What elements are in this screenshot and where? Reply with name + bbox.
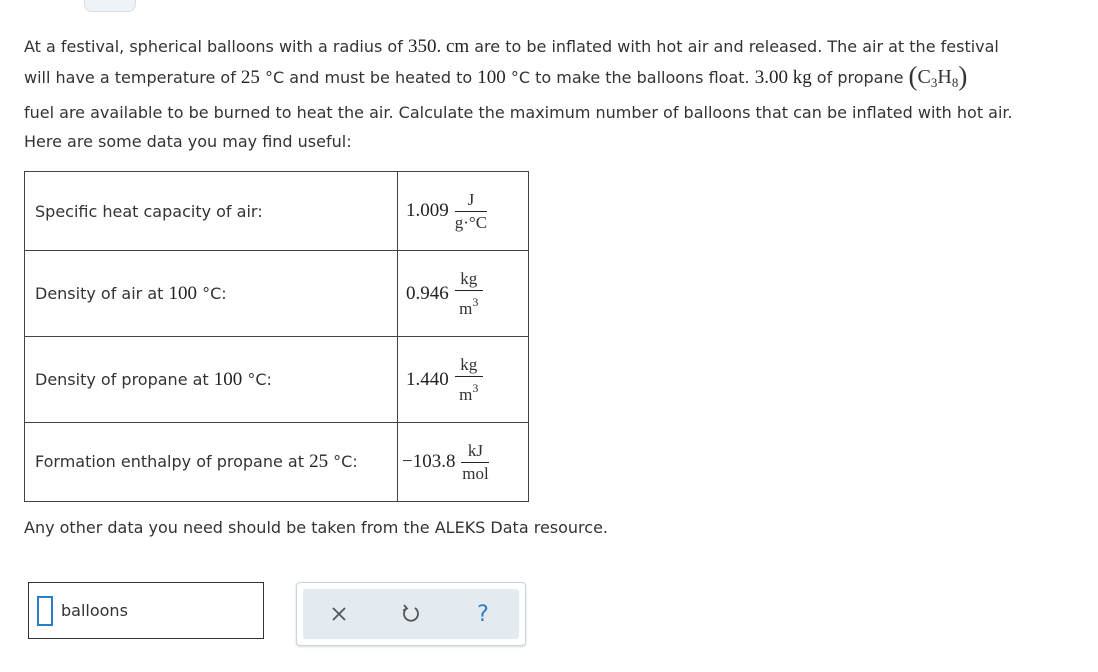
row-label: Density of air at 100 °C: — [25, 251, 398, 337]
table-row — [25, 337, 529, 423]
propane-formula: $(C_3H_8)$ — [908, 61, 968, 91]
table-row — [25, 172, 529, 251]
answer-unit: balloons — [61, 601, 128, 620]
unit-fraction: $\frac{J}{g\cdot^\circ C}$ — [454, 189, 488, 232]
table-row — [25, 251, 529, 337]
unit-fraction: $\frac{kJ}{\text{mol}}$ — [462, 440, 489, 483]
radius-value: 350. — [407, 36, 442, 57]
radius-unit: cm — [445, 36, 470, 57]
row-label: Formation enthalpy of propane at 25 °C: — [25, 423, 398, 502]
collapse-tab[interactable] — [84, 0, 136, 12]
answer-toolbar — [296, 582, 526, 646]
row-value: 0.946 — [406, 282, 449, 304]
end-temperature: 100 — [477, 67, 506, 88]
help-button[interactable] — [463, 594, 503, 634]
problem-statement — [24, 32, 1084, 128]
close-icon — [330, 605, 348, 623]
problem-line-3: fuel are available to be burned to heat the air. Calculate the maximum number of balloons that can be inflated with hot air. — [24, 103, 1013, 122]
row-value: −103.8 — [402, 451, 456, 472]
question-icon: ? — [477, 601, 489, 627]
mass-unit: kg — [792, 67, 812, 88]
start-temperature: 25 — [240, 67, 260, 88]
aleks-data-note: Any other data you need should be taken from the ALEKS Data resource. — [24, 518, 608, 537]
unit-fraction: $\frac{kg}{m^3}$ — [455, 269, 483, 319]
row-label: Density of propane at 100 °C: — [25, 337, 398, 423]
table-row — [25, 423, 529, 502]
answer-box — [28, 582, 264, 639]
propane-mass: 3.00 — [754, 67, 788, 88]
row-value: 1.009 — [406, 200, 449, 221]
undo-icon — [400, 603, 422, 625]
row-value: 1.440 — [406, 368, 449, 390]
useful-data-heading: Here are some data you may find useful: — [24, 132, 352, 151]
problem-line-1: At a festival, spherical balloons with a radius of 350. cm are to be inflated with hot air and released. The air at the festival — [24, 36, 999, 57]
unit-fraction: $\frac{kg}{m^3}$ — [455, 355, 483, 405]
problem-line-2: will have a temperature of 25 °C and must be heated to 100 °C to make the balloons float. 3.00 kg of propane $(C_3H_8)$ — [24, 61, 968, 91]
row-label: Specific heat capacity of air: — [25, 172, 398, 251]
data-table — [24, 171, 529, 502]
answer-input[interactable] — [37, 596, 53, 626]
undo-button[interactable] — [391, 594, 431, 634]
clear-button[interactable] — [319, 594, 359, 634]
